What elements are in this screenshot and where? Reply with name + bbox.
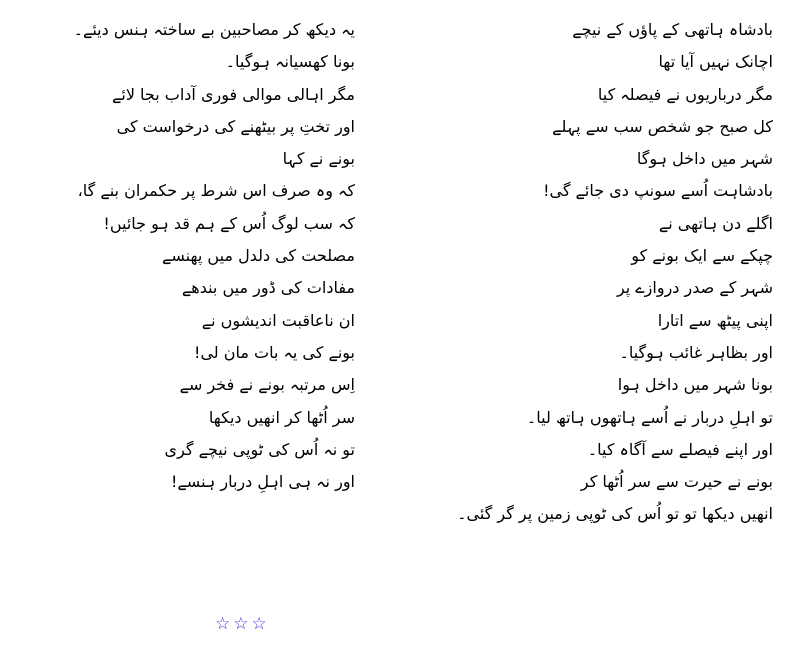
poem-line: اگلے دن ہاتھی نے — [658, 213, 773, 233]
poem-line: مگر درباریوں نے فیصلہ کیا — [597, 84, 773, 104]
poem-line: اِس مرتبہ بونے نے فخر سے — [179, 375, 355, 395]
poem-line: ان ناعاقبت اندیشوں نے — [201, 310, 355, 330]
poem-line: بونا کھسیانہ ہوگیا۔ — [225, 52, 355, 72]
poem-line: اور تختِ پر بیٹھنے کی درخواست کی — [116, 116, 355, 136]
poem-line: کل صبح جو شخص سب سے پہلے — [552, 116, 773, 136]
poem-line: مفادات کی ڈور میں بندھے — [181, 278, 355, 298]
poem-column-left — [15, 14, 355, 498]
poem-line: بونے کی یہ بات مان لی! — [194, 342, 355, 362]
poem-line: سر اُٹھا کر انھیں دیکھا — [208, 407, 355, 427]
poem-line: کہ وہ صرف اس شرط پر حکمران بنے گا، — [77, 181, 355, 201]
poem-line: اپنی پیٹھ سے اتارا — [657, 310, 773, 330]
poem-column-right — [413, 14, 773, 531]
poem-line: بونے نے کہا — [282, 149, 355, 169]
poem-line: مصلحت کی دلدل میں پھنسے — [162, 246, 355, 266]
poem-line: چپکے سے ایک بونے کو — [631, 246, 773, 266]
poem-line: مگر اہالی موالی فوری آداب بجا لائے — [112, 84, 355, 104]
poem-line: اچانک نہیں آیا تھا — [658, 52, 773, 72]
poem-line: بونے نے حیرت سے سر اُٹھا کر — [580, 472, 773, 492]
poem-line: بونا شہر میں داخل ہوا — [617, 375, 773, 395]
poem-line: بادشاہت اُسے سونپ دی جائے گی! — [543, 181, 773, 201]
poem-line: اور اپنے فیصلے سے آگاہ کیا۔ — [587, 439, 773, 459]
poem-line: شہر میں داخل ہوگا — [636, 149, 773, 169]
poem-line: انھیں دیکھا تو تو اُس کی ٹوپی زمین پر گر گئی۔ — [457, 504, 773, 524]
poem-line: بادشاہ ہاتھی کے پاؤں کے نیچے — [572, 20, 773, 39]
poem-line: کہ سب لوگ اُس کے ہم قد ہو جائیں! — [103, 213, 355, 233]
poem-line: اور بظاہر غائب ہوگیا۔ — [619, 342, 773, 362]
end-mark-stars: ☆☆☆ — [215, 614, 270, 634]
poem-line: شہر کے صدر دروازے پر — [616, 278, 773, 298]
poem-line: اور نہ ہی اہلِ دربار ہنسے! — [171, 472, 355, 492]
poem-line: یہ دیکھ کر مصاحبین بے ساختہ ہنس دیئے۔ — [73, 20, 355, 39]
poem-line: تو نہ اُس کی ٹوپی نیچے گری — [164, 439, 355, 459]
poem-line: تو اہلِ دربار نے اُسے ہاتھوں ہاتھ لیا۔ — [526, 407, 773, 427]
